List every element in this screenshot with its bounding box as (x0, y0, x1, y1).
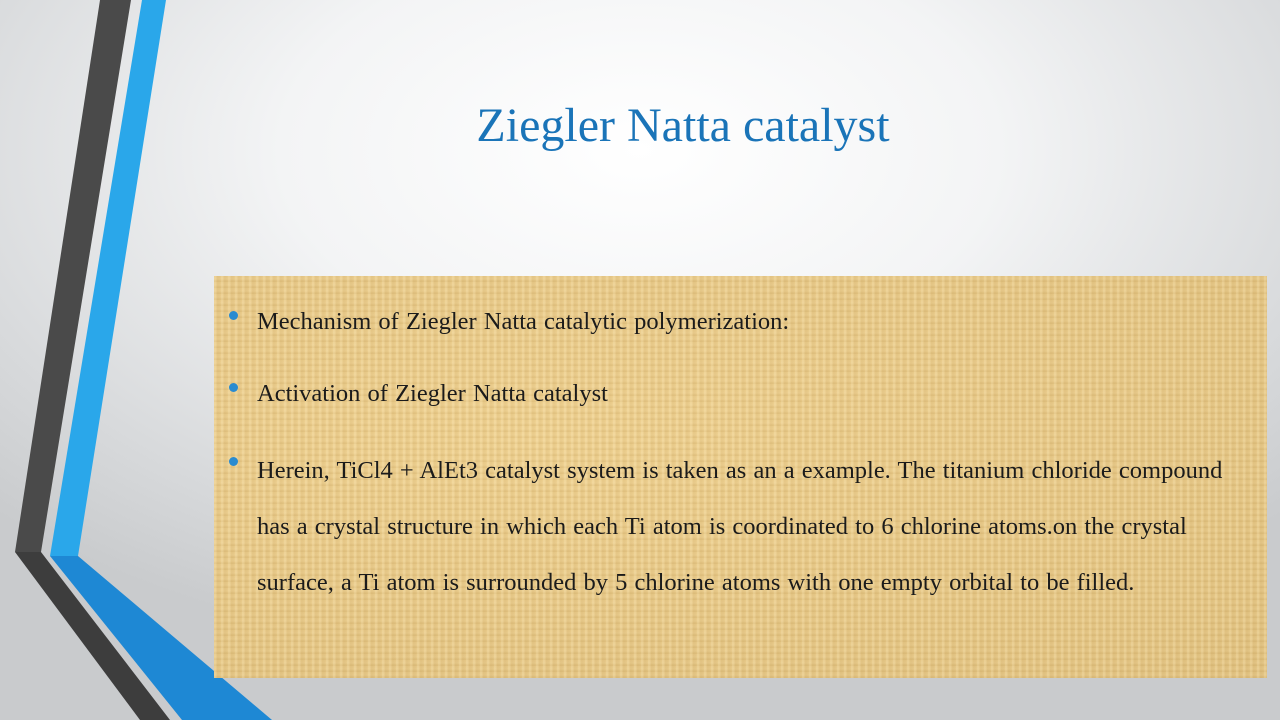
bullet-text: Herein, TiCl4 + AlEt3 catalyst system is taken as an a example. The titanium chloride compound has a crystal structure in which each Ti atom is coordinated to 6 chlorine atoms.on the crystal surface, a Ti atom is surrounded by 5 chlorine atoms with one empty orbital to be filled. (257, 457, 1223, 596)
bullet-icon (229, 457, 238, 466)
content-panel (214, 276, 1267, 678)
slide-title: Ziegler Natta catalyst (476, 99, 890, 152)
bullet-text: Mechanism of Ziegler Natta catalytic polymerization: (257, 308, 790, 335)
bullet-icon (229, 311, 238, 320)
bullet-icon (229, 383, 238, 392)
bullet-text: Activation of Ziegler Natta catalyst (257, 380, 608, 407)
